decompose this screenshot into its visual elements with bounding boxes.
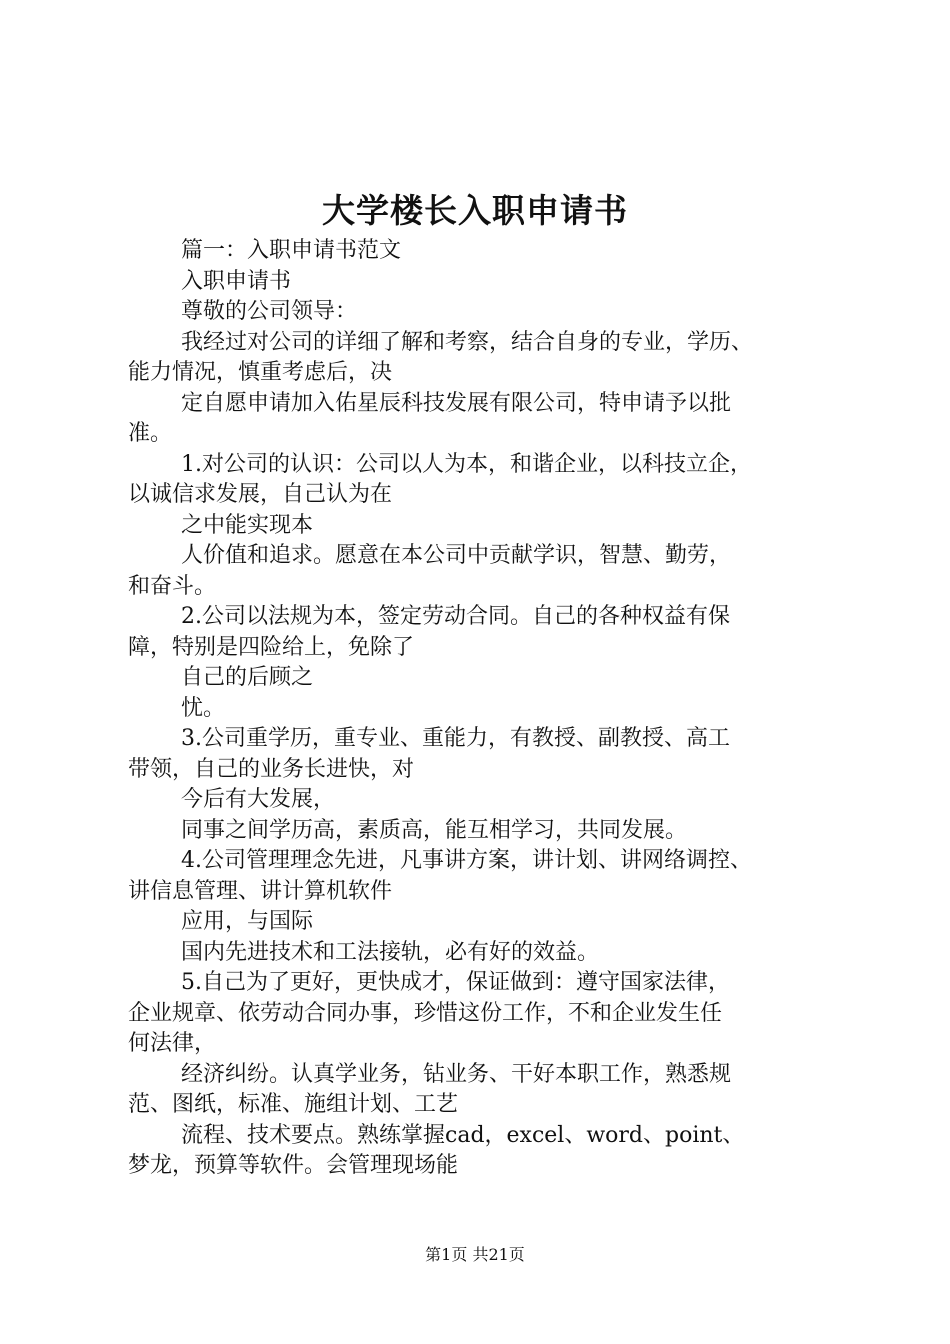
text-line: 经济纠纷。认真学业务，钻业务、干好本职工作，熟悉规	[181, 1061, 732, 1087]
text-line: 梦龙，预算等软件。会管理现场能	[128, 1153, 459, 1178]
document-title: 大学楼长入职申请书	[322, 191, 628, 230]
document-body	[128, 236, 833, 1182]
text-line: 准。	[128, 421, 173, 446]
text-line: 今后有大发展，	[181, 787, 336, 812]
text-line: 人价值和追求。愿意在本公司中贡献学识，智慧、勤劳，	[181, 543, 732, 568]
text-line: 企业规章、依劳动合同办事，珍惜这份工作，不和企业发生任	[128, 1000, 723, 1026]
text-line: 能力情况，慎重考虑后，决	[128, 360, 393, 385]
text-line: 障，特别是四险给上，免除了	[128, 634, 415, 660]
text-line: 国内先进技术和工法接轨，必有好的效益。	[181, 939, 600, 965]
text-line: 范、图纸，标准、施组计划、工艺	[128, 1092, 459, 1117]
text-line: 以诚信求发展，自己认为在	[128, 482, 393, 507]
text-line: 之中能实现本	[181, 512, 314, 538]
page-footer: 第1页 共21页	[425, 1245, 525, 1264]
text-line: 篇一：入职申请书范文	[181, 238, 402, 263]
text-line: 自己的后顾之	[181, 665, 314, 690]
text-line: 和奋斗。	[128, 573, 217, 599]
text-line: 尊敬的公司领导：	[181, 299, 358, 324]
text-line: 5.自己为了更好，更快成才，保证做到：遵守国家法律，	[181, 970, 730, 995]
text-line: 讲信息管理、讲计算机软件	[128, 878, 393, 904]
text-line: 同事之间学历高，素质高，能互相学习，共同发展。	[181, 817, 688, 843]
text-line: 定自愿申请加入佑星辰科技发展有限公司，特申请予以批	[181, 390, 732, 416]
text-line: 流程、技术要点。熟练掌握cad，excel、word、point、	[181, 1122, 745, 1148]
text-line: 2.公司以法规为本，签定劳动合同。自己的各种权益有保	[181, 604, 730, 629]
text-line: 3.公司重学历，重专业、重能力，有教授、副教授、高工	[181, 726, 730, 751]
text-line: 入职申请书	[181, 268, 292, 294]
text-line: 带领，自己的业务长进快，对	[128, 756, 415, 782]
text-line: 1.对公司的认识：公司以人为本，和谐企业，以科技立企，	[181, 451, 752, 477]
text-line: 4.公司管理理念先进，凡事讲方案，讲计划、讲网络调控、	[181, 848, 752, 873]
text-line: 应用，与国际	[181, 909, 314, 934]
text-line: 忧。	[181, 695, 226, 721]
text-line: 何法律，	[128, 1031, 217, 1056]
text-line: 我经过对公司的详细了解和考察，结合自身的专业，学历、	[181, 329, 754, 355]
